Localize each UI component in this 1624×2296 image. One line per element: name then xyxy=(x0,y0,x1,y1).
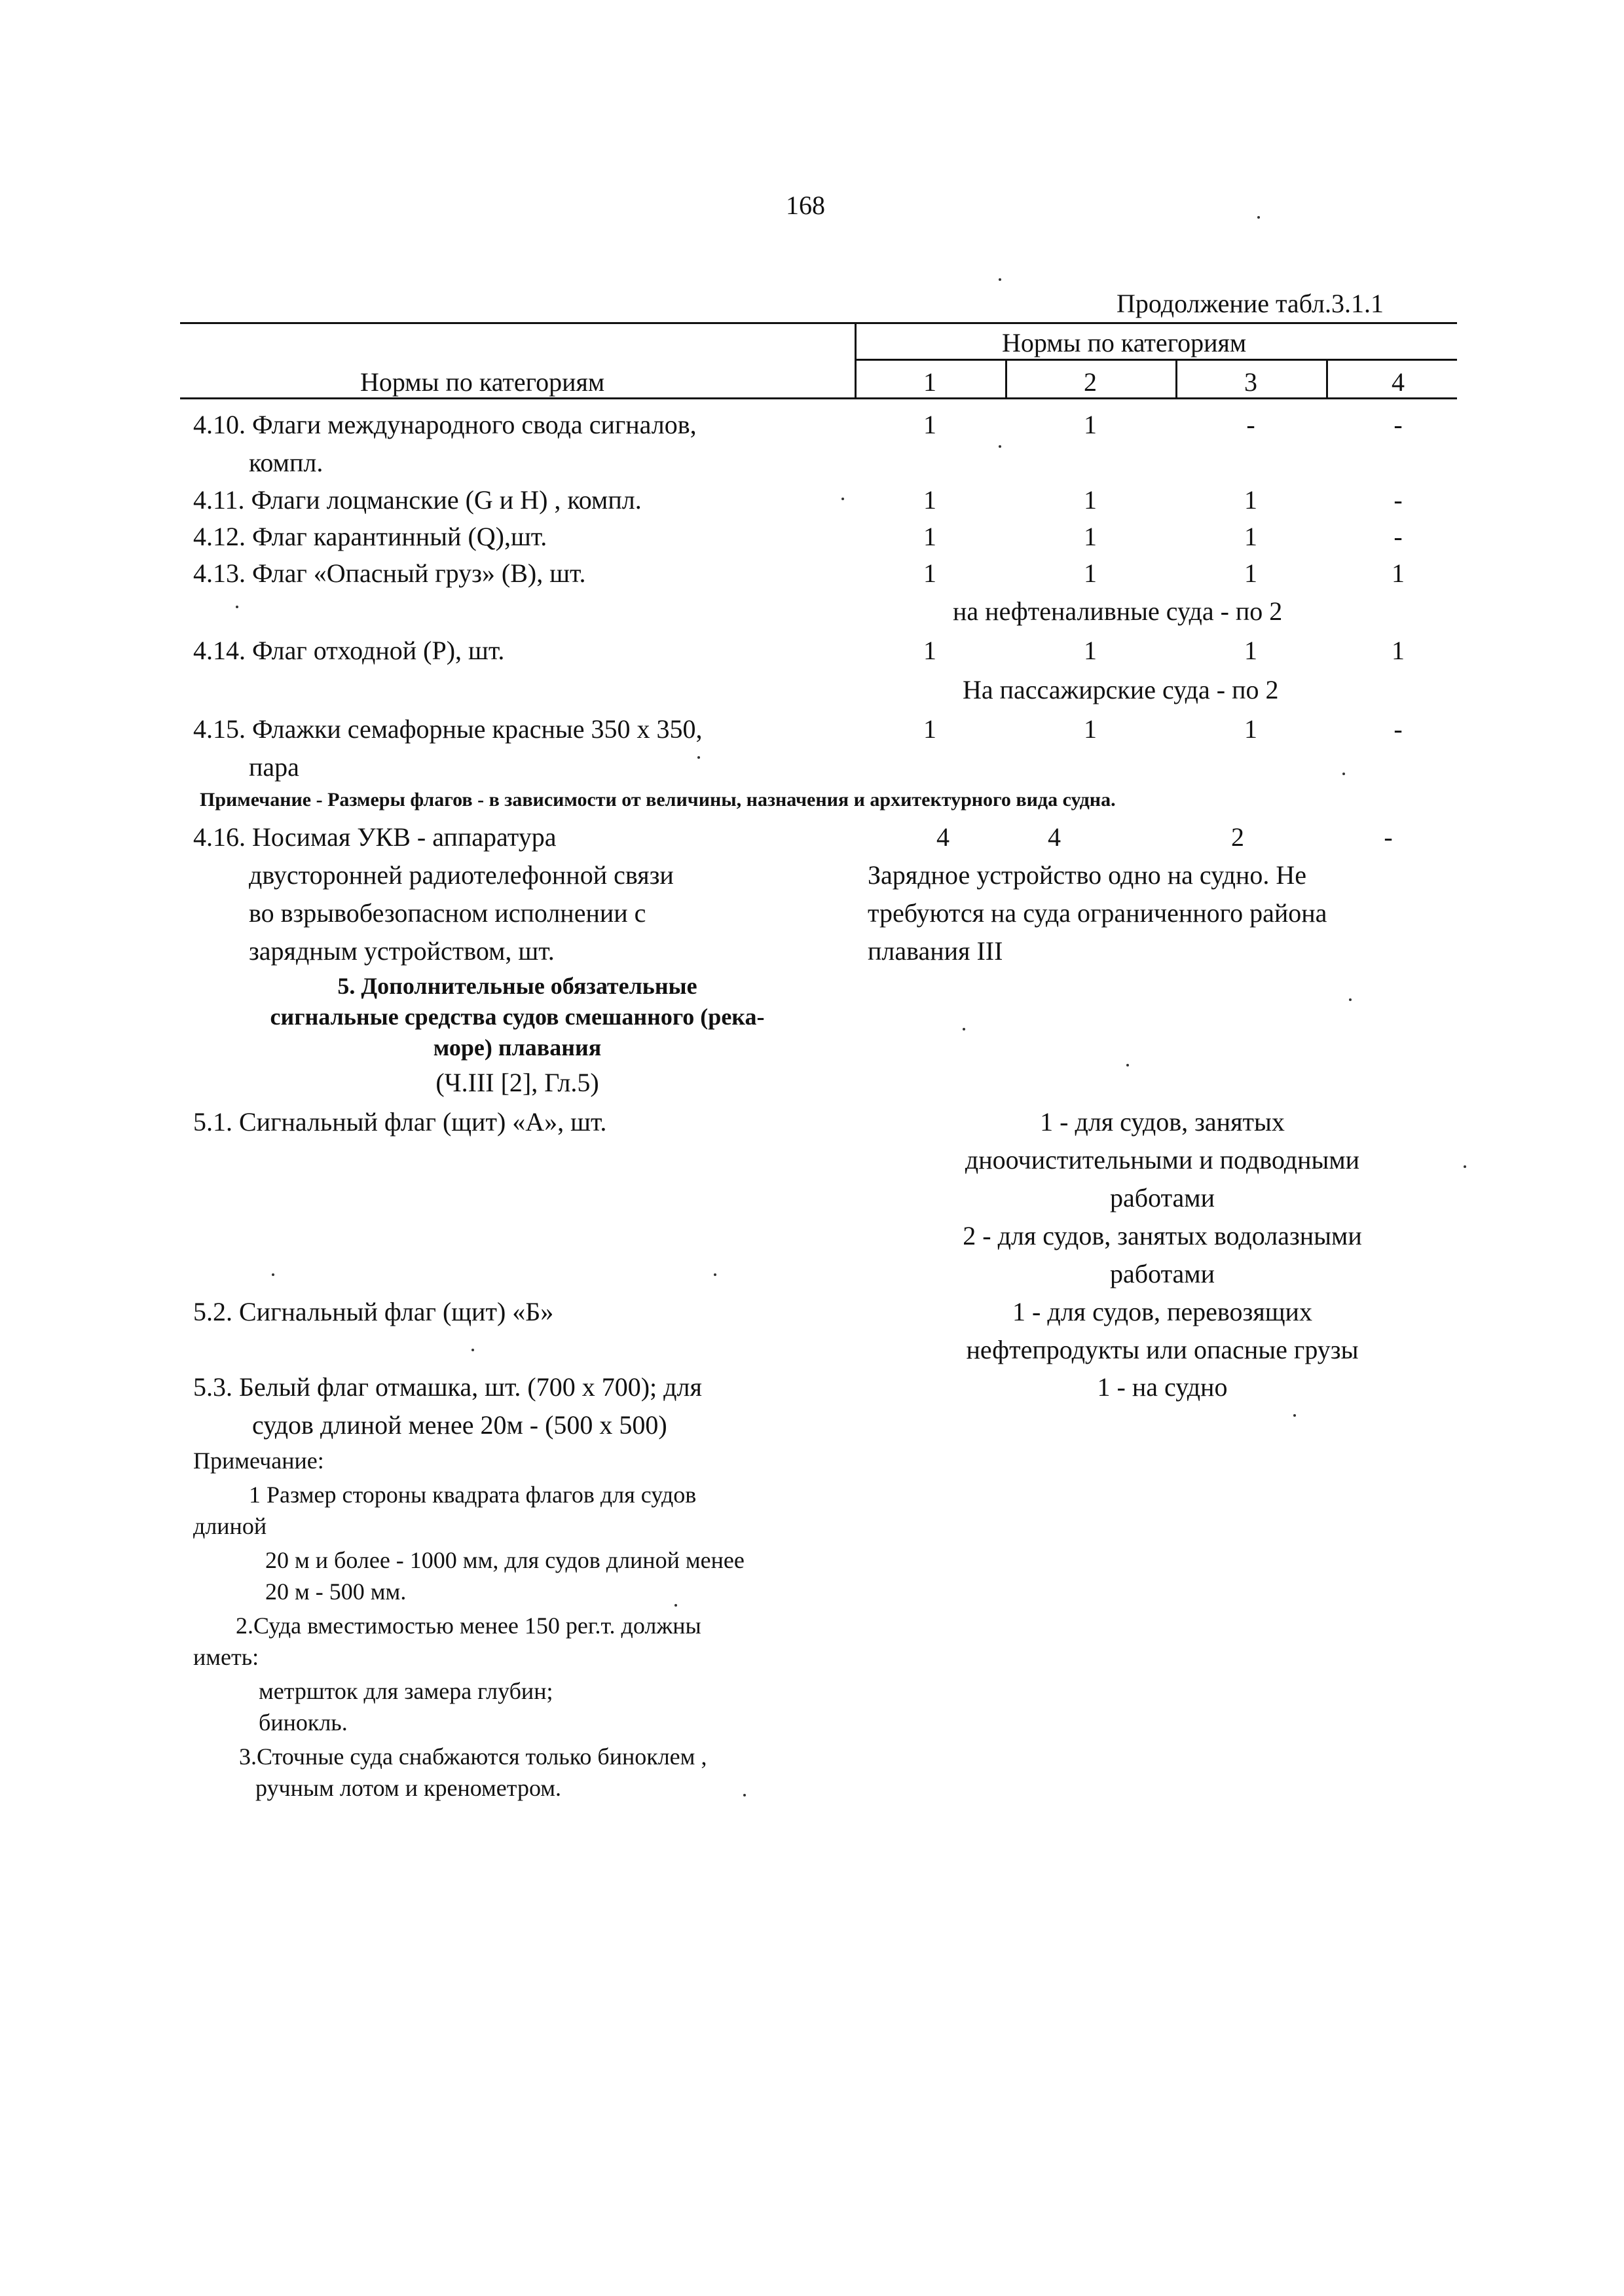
row-value: - xyxy=(1393,410,1403,439)
note-line: 2.Суда вместимостью менее 150 рег.т. должны xyxy=(236,1613,701,1639)
scan-speck xyxy=(236,606,238,608)
col-divider xyxy=(1326,359,1328,399)
row-value: 1 xyxy=(923,522,936,551)
row-value: 1 xyxy=(1244,522,1257,551)
row-note: На пассажирские суда - по 2 xyxy=(963,675,1279,704)
scan-speck xyxy=(743,1794,746,1796)
item-label: 5.3. Белый флаг отмашка, шт. (700 х 700); для xyxy=(193,1372,702,1402)
row-label: пара xyxy=(249,752,299,782)
row-value: 1 xyxy=(1244,558,1257,588)
page-number: 168 xyxy=(786,191,825,220)
row-value: - xyxy=(1246,410,1255,439)
row-value: 1 xyxy=(923,636,936,665)
note-line: 3.Сточные суда снабжаются только биноклем , xyxy=(239,1743,707,1770)
row-value: 1 xyxy=(1084,485,1097,515)
row-remark: Зарядное устройство одно на судно. Не xyxy=(868,860,1307,890)
header-group: Нормы по категориям xyxy=(1002,328,1247,357)
item-remark: нефтепродукты или опасные грузы xyxy=(966,1335,1359,1364)
row-remark: плавания III xyxy=(868,936,1003,966)
row-value: 1 xyxy=(1084,410,1097,439)
scan-speck xyxy=(1126,1064,1129,1066)
row-value: 1 xyxy=(923,558,936,588)
row-value: 1 xyxy=(1084,522,1097,551)
row-note: на нефтеналивные суда - по 2 xyxy=(953,596,1283,626)
header-cat-3: 3 xyxy=(1244,367,1257,397)
table-note: Примечание - Размеры флагов - в зависимости от величины, назначения и архитектурного вида судна. xyxy=(200,789,1116,811)
scan-speck xyxy=(674,1604,677,1607)
row-value: - xyxy=(1384,822,1393,852)
row-value: 1 xyxy=(923,714,936,744)
item-remark: 1 - на судно xyxy=(1097,1372,1228,1402)
item-remark: 1 - для судов, занятых xyxy=(1040,1107,1285,1137)
item-remark: 1 - для судов, перевозящих xyxy=(1012,1297,1312,1326)
item-label: судов длиной менее 20м - (500 х 500) xyxy=(252,1410,667,1440)
table-caption: Продолжение табл.3.1.1 xyxy=(1116,289,1384,318)
item-remark: работами xyxy=(1109,1259,1215,1288)
scan-speck xyxy=(272,1273,274,1276)
row-value: 1 xyxy=(1084,636,1097,665)
row-value: 1 xyxy=(1244,485,1257,515)
row-label: 4.15. Флажки семафорные красные 350 х 350, xyxy=(193,714,703,744)
item-label: 5.1. Сигнальный флаг (щит) «А», шт. xyxy=(193,1107,607,1137)
row-label: 4.12. Флаг карантинный (Q),шт. xyxy=(193,522,547,551)
scan-speck xyxy=(1293,1414,1296,1417)
row-label: 4.13. Флаг «Опасный груз» (B), шт. xyxy=(193,558,586,588)
row-value: 1 xyxy=(1392,558,1405,588)
row-value: 4 xyxy=(936,822,950,852)
scan-speck xyxy=(999,445,1001,448)
row-value: 1 xyxy=(1084,558,1097,588)
item-remark: дноочистительными и подводными xyxy=(965,1145,1360,1175)
row-value: 2 xyxy=(1231,822,1244,852)
scan-speck xyxy=(1257,216,1260,219)
row-label: 4.11. Флаги лоцманские (G и H) , компл. xyxy=(193,485,642,515)
col-divider xyxy=(855,322,857,399)
header-bottom-rule xyxy=(180,397,1457,399)
row-value: 1 xyxy=(1392,636,1405,665)
scan-speck xyxy=(963,1028,965,1030)
row-value: 4 xyxy=(1048,822,1061,852)
section-ref: (Ч.III [2], Гл.5) xyxy=(435,1068,599,1097)
row-value: 1 xyxy=(1244,636,1257,665)
row-label: 4.10. Флаги международного свода сигналов, xyxy=(193,410,697,439)
row-value: - xyxy=(1393,714,1403,744)
header-cat-4: 4 xyxy=(1392,367,1405,397)
col-divider xyxy=(1005,359,1007,399)
row-value: - xyxy=(1393,522,1403,551)
row-label: зарядным устройством, шт. xyxy=(249,936,555,966)
note-line: 20 м и более - 1000 мм, для судов длиной менее xyxy=(265,1547,745,1573)
item-remark: 2 - для судов, занятых водолазными xyxy=(963,1221,1362,1250)
row-label: двусторонней радиотелефонной связи xyxy=(249,860,674,890)
note-line: длиной xyxy=(193,1513,267,1539)
note-line: бинокль. xyxy=(259,1709,348,1736)
item-remark: работами xyxy=(1109,1183,1215,1212)
section-heading: 5. Дополнительные обязательные xyxy=(337,973,697,999)
note-line: ручным лотом и кренометром. xyxy=(255,1775,562,1801)
group-header-rule xyxy=(855,359,1457,361)
note-line: 1 Размер стороны квадрата флагов для судов xyxy=(249,1482,697,1508)
scan-speck xyxy=(1342,773,1345,775)
header-left: Нормы по категориям xyxy=(360,367,605,397)
scan-speck xyxy=(714,1273,716,1276)
scan-speck xyxy=(1464,1165,1466,1168)
note-line: метршток для замера глубин; xyxy=(259,1678,553,1704)
row-value: - xyxy=(1393,485,1403,515)
header-cat-1: 1 xyxy=(923,367,936,397)
item-label: 5.2. Сигнальный флаг (щит) «Б» xyxy=(193,1297,554,1326)
col-divider xyxy=(1175,359,1177,399)
row-value: 1 xyxy=(1244,714,1257,744)
note-line: иметь: xyxy=(193,1644,259,1670)
notes-title: Примечание: xyxy=(193,1448,324,1474)
section-heading: море) плавания xyxy=(433,1034,602,1061)
row-label: 4.16. Носимая УКВ - аппаратура xyxy=(193,822,557,852)
row-label: компл. xyxy=(249,448,323,477)
section-heading: сигнальные средства судов смешанного (река- xyxy=(270,1004,765,1030)
row-label: во взрывобезопасном исполнении с xyxy=(249,898,646,928)
header-cat-2: 2 xyxy=(1084,367,1097,397)
scan-speck xyxy=(999,278,1001,281)
row-value: 1 xyxy=(923,485,936,515)
scan-speck xyxy=(841,498,844,500)
row-value: 1 xyxy=(1084,714,1097,744)
scan-speck xyxy=(1349,998,1352,1001)
scan-speck xyxy=(471,1349,474,1351)
row-label: 4.14. Флаг отходной (P), шт. xyxy=(193,636,505,665)
table-top-rule xyxy=(180,322,1457,324)
note-line: 20 м - 500 мм. xyxy=(265,1578,407,1605)
row-value: 1 xyxy=(923,410,936,439)
row-remark: требуются на суда ограниченного района xyxy=(868,898,1327,928)
scan-speck xyxy=(697,756,700,759)
